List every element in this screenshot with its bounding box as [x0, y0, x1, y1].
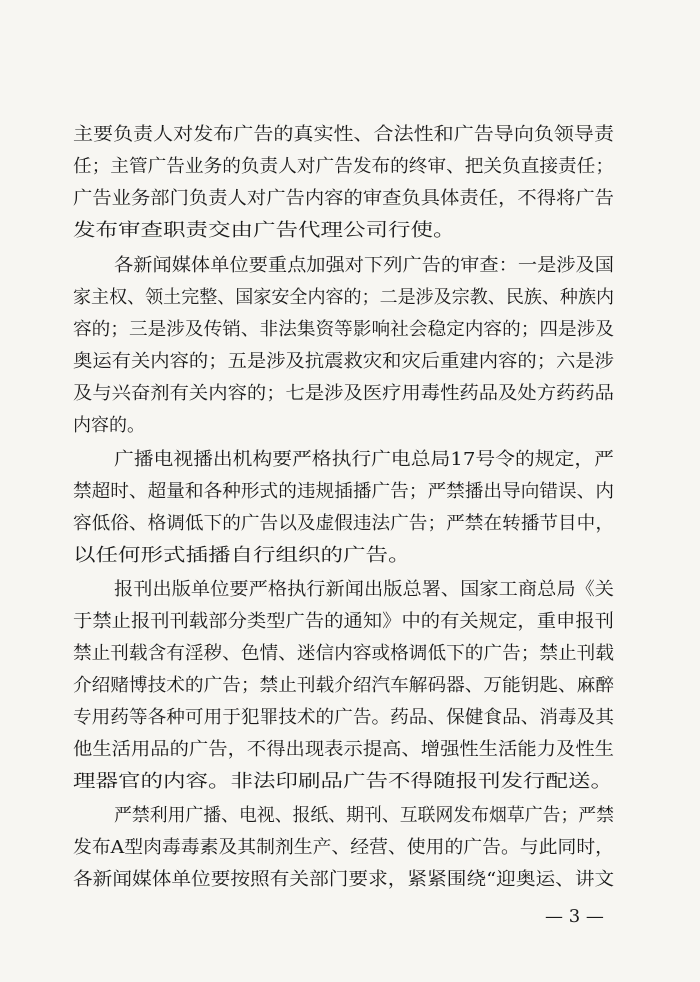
paragraph-4-line-5: 专用药等各种可用于犯罪技术的广告。药品、保健食品、消毒及其	[73, 707, 615, 728]
paragraph-3-line-3: 容低俗、格调低下的广告以及虚假违法广告；严禁在转播节目中，	[73, 513, 615, 534]
paragraph-2-line-5: 及与兴奋剂有关内容的；七是涉及医疗用毒性药品及处方药药品	[73, 383, 614, 404]
paragraph-4-line-4: 介绍赌博技术的广告；禁止刊载介绍汽车解码器、万能钥匙、麻醉	[73, 675, 615, 696]
paragraph-1-line-3: 广告业务部门负责人对广告内容的审查负具体责任，不得将广告	[73, 188, 614, 209]
page-number: — 3 —	[545, 906, 604, 927]
paragraph-1-line-4: 发布审查职责交由广告代理公司行使。	[73, 220, 456, 241]
paragraph-2-line-1: 各新闻媒体单位要重点加强对下列广告的审查：一是涉及国	[114, 255, 615, 276]
paragraph-5-line-2: 发布A型肉毒毒素及其制剂生产、经营、使用的广告。与此同时，	[73, 837, 614, 858]
paragraph-4-line-6: 他生活用品的广告，不得出现表示提高、增强性生活能力及性生	[73, 739, 614, 760]
paragraph-2-line-2: 家主权、领土完整、国家安全内容的；二是涉及宗教、民族、种族内	[73, 287, 615, 308]
paragraph-5-line-1: 严禁利用广播、电视、报纸、期刊、互联网发布烟草广告；严禁	[114, 805, 615, 826]
paragraph-4-line-1: 报刊出版单位要严格执行新闻出版总署、国家工商总局《关	[114, 579, 615, 600]
paragraph-4-line-3: 禁止刊载含有淫秽、色情、迷信内容或格调低下的广告；禁止刊载	[73, 643, 615, 664]
paragraph-1-line-2: 任；主管广告业务的负责人对广告发布的终审、把关负直接责任；	[73, 156, 615, 177]
paragraph-3-line-4: 以任何形式插播自行组织的广告。	[73, 545, 411, 566]
paragraph-2-line-6: 内容的。	[73, 415, 145, 436]
paragraph-5-line-3: 各新闻媒体单位要按照有关部门要求，紧紧围绕“迎奥运、讲文	[73, 869, 615, 890]
paragraph-4-line-7: 理器官的内容。非法印刷品广告不得随报刊发行配送。	[73, 771, 613, 792]
paragraph-3-line-1: 广播电视播出机构要严格执行广电总局17号令的规定，严	[114, 449, 614, 470]
paragraph-3-line-2: 禁超时、超量和各种形式的违规插播广告；严禁播出导向错误、内	[73, 481, 615, 502]
paragraph-2-line-4: 奥运有关内容的；五是涉及抗震救灾和灾后重建内容的；六是涉	[73, 351, 614, 372]
paragraph-4-line-2: 于禁止报刊刊载部分类型广告的通知》中的有关规定，重申报刊	[73, 611, 614, 632]
paragraph-2-line-3: 容的；三是涉及传销、非法集资等影响社会稳定内容的；四是涉及	[73, 319, 615, 340]
paragraph-1-line-1: 主要负责人对发布广告的真实性、合法性和广告导向负领导责	[73, 124, 615, 145]
